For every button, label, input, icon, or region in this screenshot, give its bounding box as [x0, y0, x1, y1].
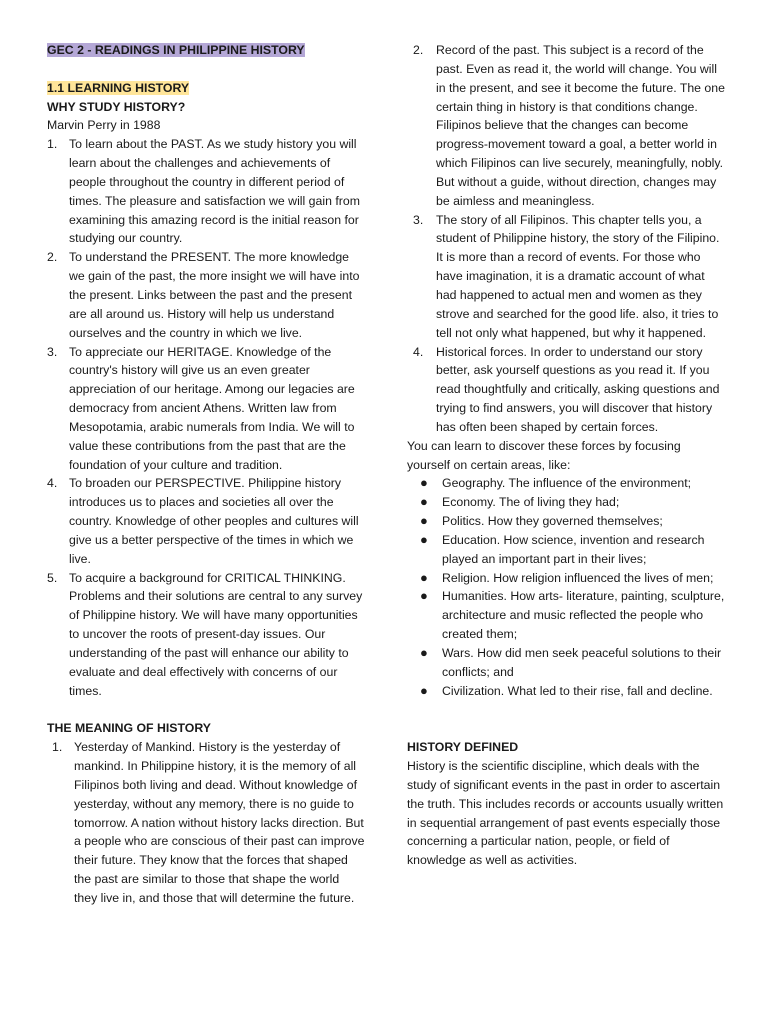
- list-item: ● Wars. How did men seek peaceful solutions to their conflicts; and: [420, 645, 722, 679]
- why-study-heading: WHY STUDY HISTORY?: [47, 99, 186, 114]
- left-column: [47, 41, 365, 908]
- list-item: ● Geography. The influence of the environment;: [407, 474, 725, 493]
- forces-intro: You can learn to discover these forces by focusing yourself on certain areas, like:: [407, 438, 681, 472]
- list-item: ● Civilization. What led to their rise, fall and decline.: [407, 682, 725, 701]
- bullet-icon: ●: [420, 513, 428, 529]
- list-item: 1. To learn about the PAST. As we study history you will learn about the challenges and achievements of people throughout the country in different period of times. The pleasure and satisfaction we will gain from examining this amazing record is the initial reason for studying our country.: [47, 137, 360, 246]
- list-item: ● Economy. The of living they had;: [407, 493, 725, 512]
- list-item: 3. To appreciate our HERITAGE. Knowledge of the country's history will give us an even greater appreciation of our heritage. Among our legacies are democracy from ancient Athens. Written law from Mesopotamia, arabic numerals from India. We will to value these contributions from the past that are the foundation of your culture and tradition.: [47, 344, 355, 472]
- list-item: 4. Historical forces. In order to understand our story better, ask yourself questions as you read it. If you read thoughtfully and critically, asking questions and trying to find answers, you will discover that history has often been shaped by certain forces.: [413, 344, 720, 434]
- bullet-icon: ●: [420, 588, 428, 604]
- section-heading: 1.1 LEARNING HISTORY: [47, 80, 190, 95]
- list-item: 2. Record of the past. This subject is a record of the past. Even as read it, the world will change. You will in the present, and see it become the future. The one certain thing in history is that conditions change. Filipinos believe that the changes can become progress-movement toward a goal, a better world in which Filipinos can live securely, meaningfully, nobly. But without a guide, without direction, changes may be aimless and meaningless.: [413, 43, 725, 208]
- list-item: 1. Yesterday of Mankind. History is the yesterday of mankind. In Philippine history, it is the memory of all Filipinos both living and dead. Without knowledge of yesterday, without any memory, there is no guide to tomorrow. A nation without history lacks direction. But a people who are conscious of their past can improve their future. They know that the forces that shaped the past are similar to those that shape the world they live in, and those that will determine the future.: [52, 740, 365, 905]
- why-study-list: [47, 135, 365, 700]
- bullet-icon: ●: [420, 531, 428, 547]
- right-column: [407, 41, 725, 870]
- list-item: 5. To acquire a background for CRITICAL THINKING. Problems and their solutions are central to any survey of Philippine history. We will have many opportunities to uncover the roots of present-day issues. Our understanding of the past will enhance our ability to evaluate and deal effectively with concerns of our times.: [47, 570, 363, 698]
- history-defined-text: History is the scientific discipline, which deals with the study of significant events in the past in order to ascertain the truth. This includes records or accounts usually written in sequential arrangement of past events especially those concerning a particular nation, people, or field of knowledge as well as activities.: [407, 759, 724, 868]
- forces-list: [407, 474, 725, 700]
- list-item: ● Education. How science, invention and research played an important part in their lives;: [420, 531, 705, 566]
- history-defined-heading: HISTORY DEFINED: [407, 740, 519, 755]
- bullet-icon: ●: [420, 645, 428, 660]
- list-item: ● Politics. How they governed themselves;: [407, 512, 725, 531]
- meaning-list-part2: [407, 41, 725, 437]
- bullet-icon: ●: [420, 475, 428, 491]
- author-line: Marvin Perry in 1988: [47, 118, 161, 133]
- bullet-icon: ●: [420, 569, 428, 585]
- meaning-heading: THE MEANING OF HISTORY: [47, 721, 211, 736]
- list-item: 3. The story of all Filipinos. This chapter tells you, a student of Philippine history, the story of the Filipino. It is more than a record of events. For those who have imagination, it is a dramatic account of what had happened to actual men and women as they strove and searched for the good life. also, it tries to tell not only what happened, but why it happened.: [413, 212, 720, 340]
- list-item: 4. To broaden our PERSPECTIVE. Philippine history introduces us to places and societies all over the country. Knowledge of other peoples and cultures will give us a better perspective of the times in which we live.: [47, 476, 359, 566]
- document-title: GEC 2 - READINGS IN PHILIPPINE HISTORY: [47, 43, 305, 57]
- list-item: ● Humanities. How arts- literature, painting, sculpture, architecture and music reflected the people who created them;: [420, 588, 725, 642]
- bullet-icon: ●: [420, 494, 428, 510]
- list-item: 2. To understand the PRESENT. The more knowledge we gain of the past, the more insight we will have into the present. Links between the past and the present are all around us. History will help us understand ourselves and the country in which we live.: [47, 250, 360, 340]
- bullet-icon: ●: [420, 682, 428, 698]
- meaning-list-part1: [47, 738, 365, 908]
- list-item: ● Religion. How religion influenced the lives of men;: [407, 569, 725, 588]
